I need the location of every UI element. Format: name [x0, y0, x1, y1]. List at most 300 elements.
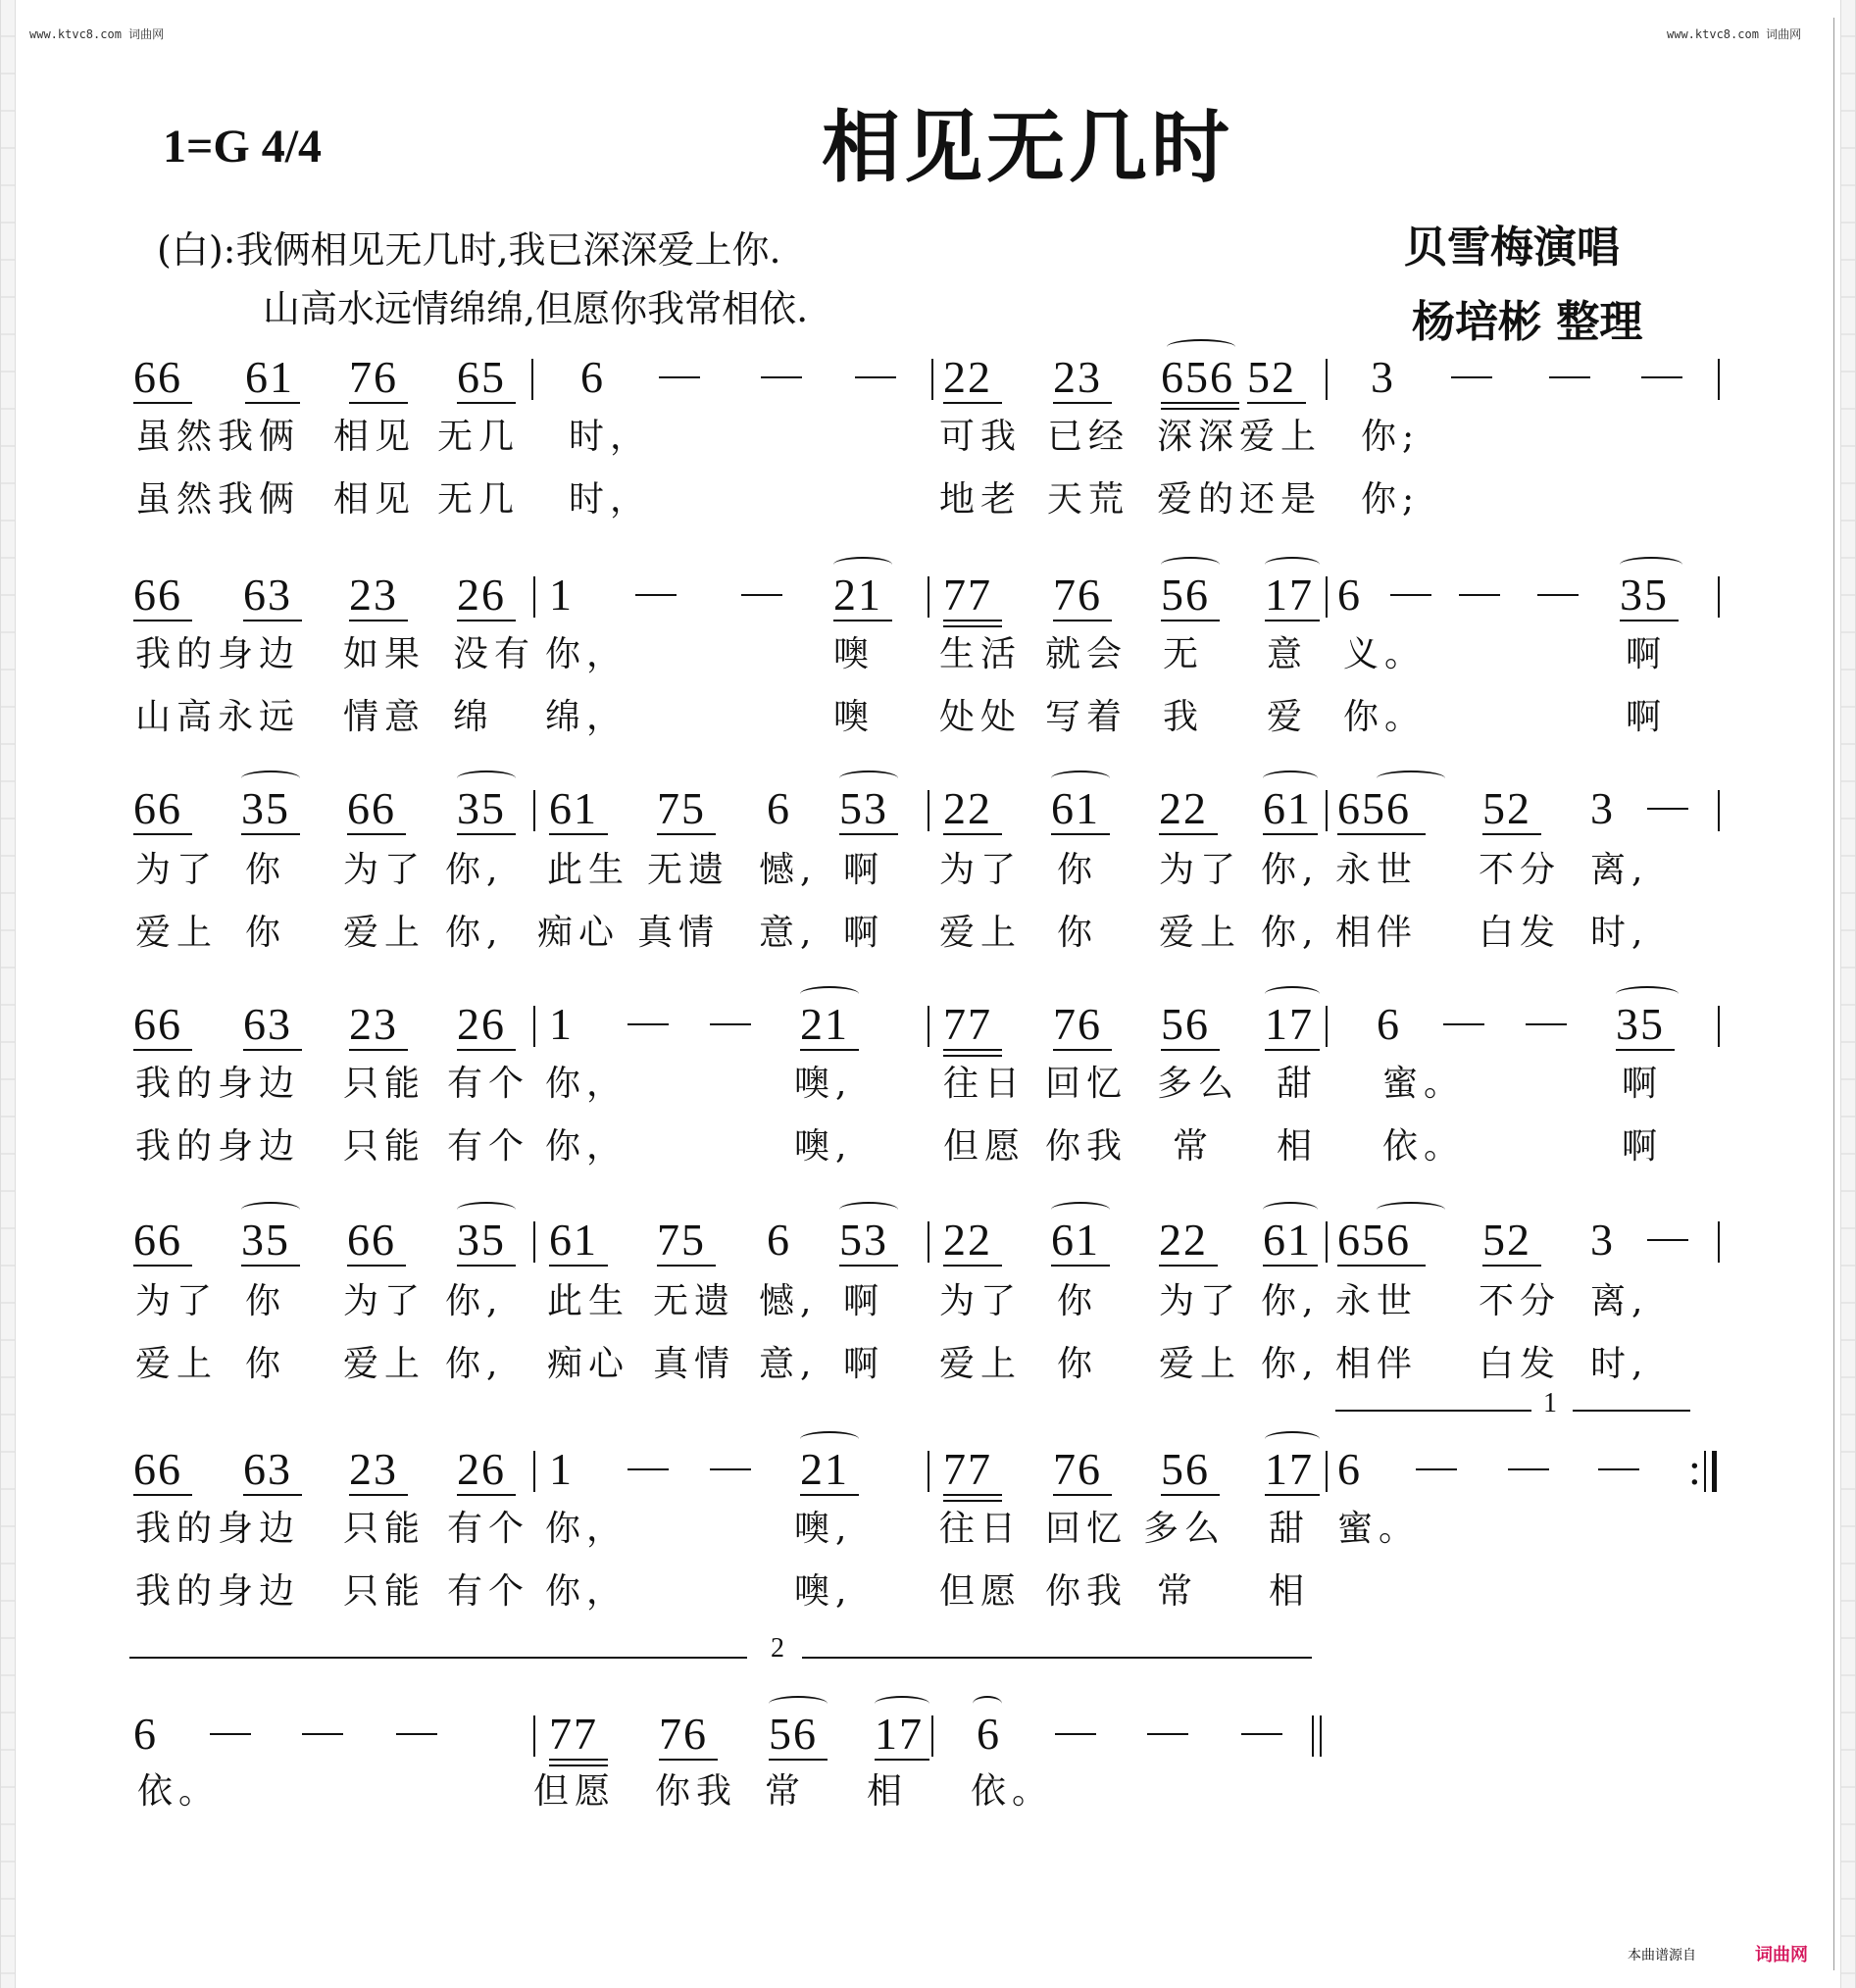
underline	[243, 1049, 302, 1051]
barline	[928, 576, 929, 618]
note-group: 26	[457, 570, 506, 620]
note-group: 66	[347, 783, 396, 833]
underline	[457, 1494, 516, 1496]
lyric: 噢,	[794, 1064, 853, 1104]
note-group: 53	[839, 1215, 888, 1265]
lyric: 时,	[1590, 913, 1649, 953]
lyric: 绵	[453, 697, 495, 737]
barline	[533, 1221, 535, 1263]
key-signature: 1=G 4/4	[163, 121, 323, 173]
dash	[1451, 376, 1492, 378]
barline	[1320, 1715, 1322, 1757]
score-line-1	[0, 353, 1856, 402]
slur	[800, 986, 859, 1002]
note-group: 23	[349, 999, 398, 1049]
underline	[1265, 1049, 1320, 1051]
barline	[928, 790, 929, 831]
underline	[943, 402, 1002, 404]
note-group: 6	[1337, 570, 1362, 620]
underline	[1337, 833, 1426, 835]
note-group: 6	[977, 1709, 1001, 1759]
dash	[1647, 1239, 1688, 1241]
lyric: 爱上	[343, 1344, 426, 1384]
lyric: 只能	[343, 1126, 426, 1167]
lyric: 处处	[939, 697, 1023, 737]
lyric: 没有	[453, 634, 536, 674]
slur	[1265, 986, 1320, 1002]
barline	[1326, 576, 1328, 618]
lyric: 相	[1277, 1126, 1319, 1167]
intro-line-2: 山高水远情绵绵,但愿你我常相依.	[263, 287, 809, 330]
lyric: 蜜。	[1337, 1509, 1421, 1549]
note-group: 65	[457, 352, 506, 402]
lyric: 有个	[447, 1126, 530, 1167]
note-group: 6	[1377, 999, 1401, 1049]
score-line-5	[0, 1216, 1856, 1265]
barline	[533, 1006, 535, 1047]
underline	[133, 1494, 192, 1496]
note-group: 63	[243, 1444, 292, 1494]
note-group: 23	[349, 570, 398, 620]
lyric: 爱上	[135, 1344, 219, 1384]
note-group: 76	[659, 1709, 708, 1759]
lyric: 你	[1057, 1281, 1099, 1321]
underline	[1620, 620, 1679, 621]
underline	[347, 1265, 406, 1267]
underline	[659, 1759, 718, 1761]
lyric: 真情	[653, 1344, 736, 1384]
note-group: 17	[875, 1709, 924, 1759]
slur	[1161, 557, 1220, 572]
underline	[1159, 833, 1218, 835]
note-group: 77	[549, 1709, 598, 1759]
footer-source-text: 本曲谱源自	[1628, 1948, 1696, 1963]
arranger-credit: 杨培彬 整理	[1412, 297, 1643, 347]
underline	[769, 1759, 828, 1761]
lyric: 离,	[1590, 1281, 1649, 1321]
lyric: 时，	[569, 417, 652, 457]
slur	[769, 1696, 828, 1712]
lyric: 你,	[445, 1344, 504, 1384]
underline	[549, 1759, 608, 1761]
underline	[1161, 1049, 1220, 1051]
dash	[1647, 808, 1688, 810]
underline	[241, 1265, 300, 1267]
barline	[931, 359, 933, 400]
dash	[710, 1468, 751, 1470]
note-group: 21	[833, 570, 882, 620]
note-group: 66	[133, 1215, 182, 1265]
lyric: 蜜。	[1382, 1064, 1466, 1104]
note-group: 22	[943, 352, 992, 402]
lyric: 天荒	[1047, 479, 1130, 520]
underline	[549, 833, 608, 835]
lyric: 此生	[547, 1281, 630, 1321]
underline	[943, 620, 1002, 621]
lyric: 真情	[637, 913, 721, 953]
note-group: 1	[549, 999, 574, 1049]
score-line-3	[0, 784, 1856, 833]
lyric: 你,	[445, 850, 504, 890]
note-group: 66	[347, 1215, 396, 1265]
note-group: 76	[1053, 999, 1102, 1049]
note-group: 6	[133, 1709, 158, 1759]
lyric: 山高永远	[135, 697, 301, 737]
intro-line-1: (白):我俩相见无几时,我已深深爱上你.	[157, 228, 781, 272]
dash	[1641, 376, 1682, 378]
lyric: 相	[1269, 1571, 1311, 1612]
note-group: 61	[245, 352, 294, 402]
lyric: 啊	[843, 850, 885, 890]
lyric: 时，	[569, 479, 652, 520]
lyric: 你,	[1261, 1344, 1320, 1384]
lyric: 深深爱上	[1157, 417, 1323, 457]
barline	[1718, 359, 1720, 400]
dash	[635, 594, 677, 596]
underline	[1053, 1494, 1112, 1496]
slur	[457, 770, 516, 786]
underline	[1247, 402, 1306, 404]
note-group: 6	[767, 783, 791, 833]
underline	[457, 620, 516, 621]
slur	[800, 1431, 859, 1447]
underline	[133, 402, 192, 404]
barline	[1718, 1221, 1720, 1263]
lyric: 噢,	[794, 1509, 853, 1549]
note-group: 56	[769, 1709, 818, 1759]
lyric: 我的身边	[135, 1509, 301, 1549]
lyric: 啊	[843, 913, 885, 953]
underline	[349, 402, 408, 404]
lyric: 你,	[1261, 1281, 1320, 1321]
lyric: 我的身边	[135, 1064, 301, 1104]
underline	[1053, 1049, 1112, 1051]
lyric: 相见	[333, 479, 417, 520]
underline	[943, 625, 1002, 627]
note-group: 6	[580, 352, 605, 402]
barline	[1718, 1006, 1720, 1047]
note-group: 35	[1616, 999, 1665, 1049]
lyric: 为了	[343, 850, 426, 890]
dash	[1390, 594, 1431, 596]
note-group: 35	[1620, 570, 1669, 620]
lyric: 但愿	[533, 1771, 617, 1812]
underline	[1053, 402, 1112, 404]
left-margin-strip	[0, 0, 16, 1988]
lyric: 意,	[759, 1344, 818, 1384]
score-line-7	[0, 1710, 1856, 1759]
note-group: 35	[457, 1215, 506, 1265]
lyric: 无几	[437, 479, 521, 520]
performer-credit: 贝雪梅演唱	[1404, 223, 1620, 273]
lyric: 甜	[1277, 1064, 1319, 1104]
dash	[1549, 376, 1590, 378]
lyric: 义。	[1343, 634, 1427, 674]
lyric: 但愿	[939, 1571, 1023, 1612]
slur	[839, 1202, 898, 1218]
score-line-4	[0, 1000, 1856, 1049]
lyric: 为了	[135, 1281, 219, 1321]
lyric: 往日	[943, 1064, 1027, 1104]
lyric: 我的身边	[135, 634, 301, 674]
note-group: 26	[457, 1444, 506, 1494]
score-line-2	[0, 571, 1856, 620]
note-group: 56	[1161, 570, 1210, 620]
lyric: 你，	[545, 634, 628, 674]
note-group: 17	[1265, 570, 1314, 620]
dash	[1443, 1023, 1484, 1025]
underline	[1482, 833, 1541, 835]
note-group: 35	[457, 783, 506, 833]
score-line-6	[0, 1445, 1856, 1494]
lyric: 你。	[1343, 697, 1427, 737]
note-group: 3	[1590, 1215, 1615, 1265]
underline	[943, 1049, 1002, 1051]
lyric: 绵，	[545, 697, 628, 737]
lyric: 你，	[545, 1064, 628, 1104]
underline	[800, 1494, 859, 1496]
note-group: 61	[1263, 1215, 1312, 1265]
lyric: 噢,	[794, 1571, 853, 1612]
lyric: 你	[245, 1281, 287, 1321]
note-group: 21	[800, 999, 849, 1049]
lyric: 为了	[1159, 850, 1242, 890]
volta-2-bracket-right	[802, 1657, 1312, 1659]
lyric: 有个	[447, 1064, 530, 1104]
note-group: 3	[1371, 352, 1395, 402]
underline	[243, 1494, 302, 1496]
underline	[1053, 620, 1112, 621]
underline	[839, 833, 898, 835]
lyric: 不分	[1479, 850, 1562, 890]
underline	[943, 1265, 1002, 1267]
underline	[833, 620, 892, 621]
underline	[1051, 1265, 1110, 1267]
lyric: 虽然我俩	[135, 479, 301, 520]
dash	[1147, 1733, 1188, 1735]
note-group: 52	[1247, 352, 1296, 402]
lyric: 永世	[1335, 850, 1419, 890]
lyric: 只能	[343, 1064, 426, 1104]
lyric: 生活	[939, 634, 1023, 674]
note-group: 17	[1265, 999, 1314, 1049]
lyric: 你,	[1261, 850, 1320, 890]
slur	[457, 1202, 516, 1218]
underline	[943, 833, 1002, 835]
lyric: 我	[1163, 697, 1205, 737]
underline	[1263, 833, 1318, 835]
dash	[1459, 594, 1500, 596]
slur	[1263, 1202, 1318, 1218]
note-group: 6	[767, 1215, 791, 1265]
barline	[533, 576, 535, 618]
dash	[1526, 1023, 1567, 1025]
lyric: 相	[867, 1771, 909, 1812]
lyric: 爱	[1267, 697, 1309, 737]
lyric: 如果	[343, 634, 426, 674]
barline	[533, 790, 535, 831]
note-group: 77	[943, 999, 992, 1049]
dash	[302, 1733, 343, 1735]
underline	[839, 1265, 898, 1267]
dash	[627, 1468, 669, 1470]
lyric: 你	[245, 850, 287, 890]
underline	[241, 833, 300, 835]
slur	[1616, 986, 1679, 1002]
volta-1-number: 1	[1543, 1388, 1557, 1418]
lyric: 甜	[1269, 1509, 1311, 1549]
dash	[659, 376, 700, 378]
note-group: 23	[1053, 352, 1102, 402]
lyric: 意	[1267, 634, 1309, 674]
note-group: 76	[1053, 1444, 1102, 1494]
dash	[627, 1023, 669, 1025]
note-group: 66	[133, 999, 182, 1049]
lyric: 啊	[1622, 1126, 1664, 1167]
lyric: 但愿	[943, 1126, 1027, 1167]
note-group: 66	[133, 783, 182, 833]
volta-1-bracket-left	[1335, 1410, 1531, 1412]
underline	[349, 1494, 408, 1496]
barline	[533, 1715, 535, 1757]
note-group: 52	[1482, 1215, 1531, 1265]
lyric: 相伴	[1335, 1344, 1419, 1384]
lyric: 噢,	[794, 1126, 853, 1167]
lyric: 永世	[1335, 1281, 1419, 1321]
lyric: 为了	[1159, 1281, 1242, 1321]
lyric: 写着	[1045, 697, 1129, 737]
barline	[533, 1451, 535, 1492]
lyric: 爱上	[939, 1344, 1023, 1384]
lyric: 憾,	[759, 1281, 818, 1321]
note-group: 22	[943, 1215, 992, 1265]
lyric: 为了	[135, 850, 219, 890]
note-group: 22	[1159, 1215, 1208, 1265]
lyric: 已经	[1047, 417, 1130, 457]
volta-2-bracket-left	[129, 1657, 747, 1659]
note-group: 77	[943, 1444, 992, 1494]
footer-logo[interactable]: 词曲网	[1755, 1945, 1808, 1965]
lyric: 回忆	[1045, 1509, 1129, 1549]
note-group: 35	[241, 1215, 290, 1265]
right-margin-strip	[1840, 0, 1856, 1988]
slur	[1620, 557, 1682, 572]
underline	[133, 1049, 192, 1051]
lyric: 你，	[545, 1571, 628, 1612]
lyric: 你，	[545, 1509, 628, 1549]
barline	[928, 1451, 929, 1492]
watermark-right: www.ktvc8.com 词曲网	[1667, 27, 1802, 41]
lyric: 意,	[759, 913, 818, 953]
note-group: 656	[1337, 1215, 1411, 1265]
slur	[839, 770, 898, 786]
barline	[1718, 576, 1720, 618]
slur	[1377, 770, 1445, 786]
lyric: 爱上	[343, 913, 426, 953]
underline	[457, 402, 516, 404]
slur	[1377, 1202, 1445, 1218]
lyric: 爱上	[135, 913, 219, 953]
dash	[710, 1023, 751, 1025]
slur	[1051, 1202, 1110, 1218]
underline	[943, 1500, 1002, 1502]
lyric: 你,	[445, 1281, 504, 1321]
lyric: 为了	[343, 1281, 426, 1321]
note-group: 35	[241, 783, 290, 833]
barline	[1718, 790, 1720, 831]
note-group: 21	[800, 1444, 849, 1494]
right-frame-line	[1833, 18, 1834, 1970]
lyric: 你;	[1361, 479, 1421, 520]
lyric: 你我	[655, 1771, 738, 1812]
lyric: 无	[1163, 634, 1205, 674]
underline	[457, 1265, 516, 1267]
underline	[457, 833, 516, 835]
lyric: 爱上	[1159, 913, 1242, 953]
dash	[1416, 1468, 1457, 1470]
barline	[1326, 359, 1328, 400]
lyric: 啊	[843, 1344, 885, 1384]
lyric: 爱上	[1159, 1344, 1242, 1384]
note-group: 76	[349, 352, 398, 402]
lyric: 往日	[939, 1509, 1023, 1549]
lyric: 无几	[437, 417, 521, 457]
lyric: 有个	[447, 1571, 530, 1612]
lyric: 情意	[343, 697, 426, 737]
note-group: 53	[839, 783, 888, 833]
lyric: 多么	[1157, 1064, 1240, 1104]
note-group: 26	[457, 999, 506, 1049]
underline	[1482, 1265, 1541, 1267]
note-group: 56	[1161, 1444, 1210, 1494]
note-group: 77	[943, 570, 992, 620]
lyric: 只能	[343, 1509, 426, 1549]
fermata	[973, 1696, 1002, 1712]
lyric: 无遗	[647, 850, 730, 890]
note-group: 75	[657, 1215, 706, 1265]
dash	[396, 1733, 437, 1735]
note-group: 22	[1159, 783, 1208, 833]
slur	[1167, 339, 1235, 355]
underline	[1161, 408, 1239, 410]
slur	[1051, 770, 1110, 786]
dash	[855, 376, 896, 378]
lyric: 你	[245, 1344, 287, 1384]
lyric: 我的身边	[135, 1571, 301, 1612]
underline	[133, 1265, 192, 1267]
underline	[1263, 1265, 1318, 1267]
lyric: 依。	[1382, 1126, 1466, 1167]
dash	[210, 1733, 251, 1735]
note-group: 6	[1337, 1444, 1362, 1494]
volta-2-number: 2	[771, 1633, 784, 1664]
lyric: 你我	[1045, 1126, 1129, 1167]
lyric: 你,	[1261, 913, 1320, 953]
lyric: 白发	[1479, 913, 1562, 953]
underline	[800, 1049, 859, 1051]
barline	[931, 1715, 933, 1757]
note-group: 1	[549, 1444, 574, 1494]
note-group: 56	[1161, 999, 1210, 1049]
note-group: 22	[943, 783, 992, 833]
lyric: 常	[1173, 1126, 1215, 1167]
underline	[1337, 1265, 1426, 1267]
watermark-left: www.ktvc8.com 词曲网	[29, 27, 165, 41]
lyric: 多么	[1143, 1509, 1227, 1549]
volta-1-bracket-right	[1573, 1410, 1690, 1412]
underline	[347, 833, 406, 835]
underline	[875, 1759, 929, 1761]
